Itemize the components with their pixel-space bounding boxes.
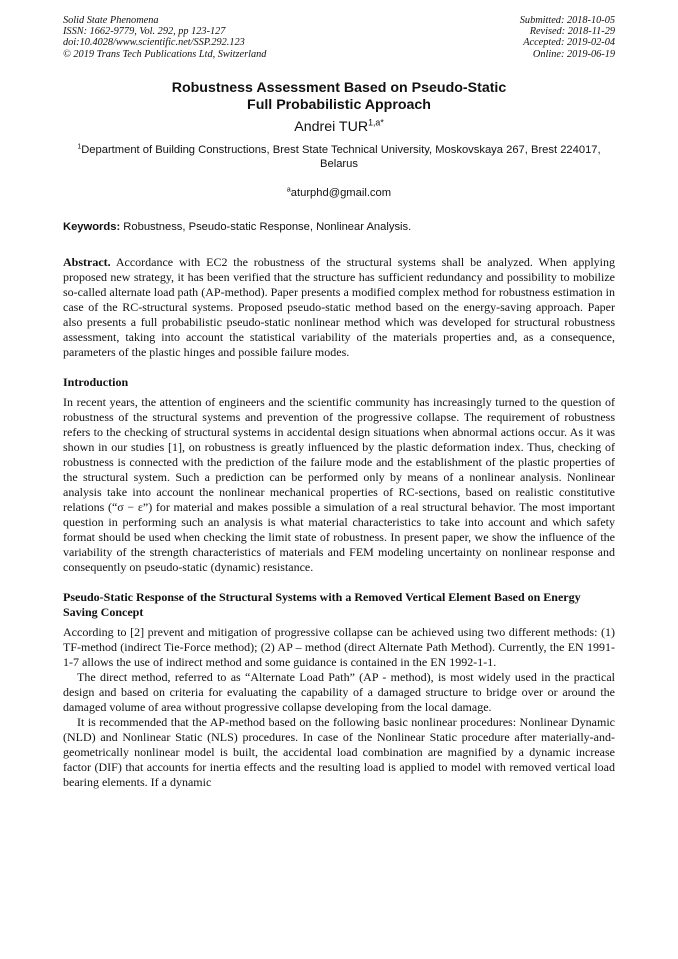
journal-header: [63, 15, 615, 60]
author-name: Andrei TUR: [294, 118, 369, 135]
author-line: [63, 118, 615, 136]
introduction-paragraph: In recent years, the attention of engineers and the scientific community has increasingly turned to the question of robustness of the structural systems and prevention of the progressive collapse. The requirement of robustness refers to the checking of structural systems in accidental design situations when abnormal actions occur. As it was shown in our studies [1], on robustness is greatly influenced by the plastic deformation index. Thus, checking of robustness is connected with the prediction of the failure mode and the establishment of the plastic properties of the structural system. Such a prediction can be performed only by means of a nonlinear analysis. Nonlinear analysis take into account the nonlinear mechanical properties of RC-sections, based on realistic constitutive relations (“σ − ε”) for material and makes possible a simulation of a real structural behavior. The most important question in performing such an analysis is what material characteristics to take into account and which safety format should be used when checking the limit state of robustness. In present paper, we show the influence of the variability of the strength characteristics of materials and FEM modeling uncertainty on nonlinear response and consequently on pseudo-static (dynamic) resistance.: [63, 394, 615, 574]
online-date: Online: 2019-06-19: [532, 48, 615, 60]
paper-page: [63, 15, 615, 790]
affiliation-text: Department of Building Constructions, Brest State Technical University, Moskovskaya 267, Brest 224017, Belarus: [81, 143, 601, 170]
paper-title: [63, 80, 615, 115]
submitted-date: Submitted: 2018-10-05: [519, 15, 615, 26]
section-heading-pseudo-static: Pseudo-Static Response of the Structural Systems with a Removed Vertical Element Based on Energy Saving Concept: [63, 589, 581, 619]
revised-date: Revised: 2018-11-29: [529, 26, 615, 38]
title-line-1: Robustness Assessment Based on Pseudo-Static: [171, 79, 507, 96]
accepted-date: Accepted: 2019-02-04: [523, 37, 615, 49]
keywords-label: Keywords:: [63, 220, 121, 233]
author-email: [63, 186, 615, 200]
abstract-label: Abstract.: [63, 254, 111, 269]
copyright-line: © 2019 Trans Tech Publications Ltd, Switzerland: [63, 48, 267, 60]
abstract: [63, 255, 615, 360]
abstract-text: Accordance with EC2 the robustness of the structural systems shall be analyzed. When applying proposed new strategy, it has been verified that the structure has sufficient redundancy and possibility to mobilize so-called alternate load path (AP-method). Paper presents a modified complex method for robustness estimation in case of the RC-structural systems. Proposed pseudo-static method based on the energy-saving approach. Paper also presents a full probabilistic pseudo-static nonlinear method which was developed for structural robustness assessment, taking into account the statistical variability of the materials properties and, as a consequence, parameters of the plastic hinges and possible failure modes.: [63, 254, 615, 359]
keywords: [63, 220, 615, 234]
journal-name: Solid State Phenomena: [63, 15, 159, 26]
pseudo-static-paragraph-1: According to [2] prevent and mitigation of progressive collapse can be achieved using two different methods: (1) TF-method (indirect Tie-Force method); (2) AP – method (direct Alternate Path Method). Currently, the EN 1991-1-7 allows the use of indirect method and some guidance is contained in the EN 1992-1-1.: [63, 624, 615, 669]
header-left: [63, 15, 266, 60]
affiliation-superscript: 1: [77, 143, 82, 151]
author-superscript: 1,a*: [368, 117, 384, 128]
section-heading-introduction: Introduction: [63, 374, 129, 389]
doi-line: doi:10.4028/www.scientific.net/SSP.292.123: [63, 37, 245, 49]
affiliation: [69, 143, 609, 171]
issn-line: ISSN: 1662-9779, Vol. 292, pp 123-127: [63, 26, 226, 38]
keywords-text: Robustness, Pseudo-static Response, Nonlinear Analysis.: [120, 220, 412, 233]
title-line-2: Full Probabilistic Approach: [247, 97, 431, 114]
email-superscript: a: [286, 186, 291, 194]
pseudo-static-paragraph-3: It is recommended that the AP-method based on the following basic nonlinear procedures: Nonlinear Dynamic (NLD) and Nonlinear Static (NLS) procedures. In case of the Nonlinear Static procedure after materially-and-geometrically nonlinear model is built, the accidental load combination are magnified by a dynamic increase factor (DIF) that accounts for inertia effects and the resulting load is applied to model with removed vertical load bearing elements. If a dynamic: [63, 714, 615, 789]
header-right: [520, 15, 615, 60]
email-address: aturphd@gmail.com: [290, 186, 392, 199]
pseudo-static-paragraph-2: The direct method, referred to as “Alternate Load Path” (AP - method), is most widely used in the practical design and based on criteria for evaluating the capability of a damaged structure to bridge over or around the damaged volume of area without progressive collapse developing from the local damage.: [63, 669, 615, 714]
